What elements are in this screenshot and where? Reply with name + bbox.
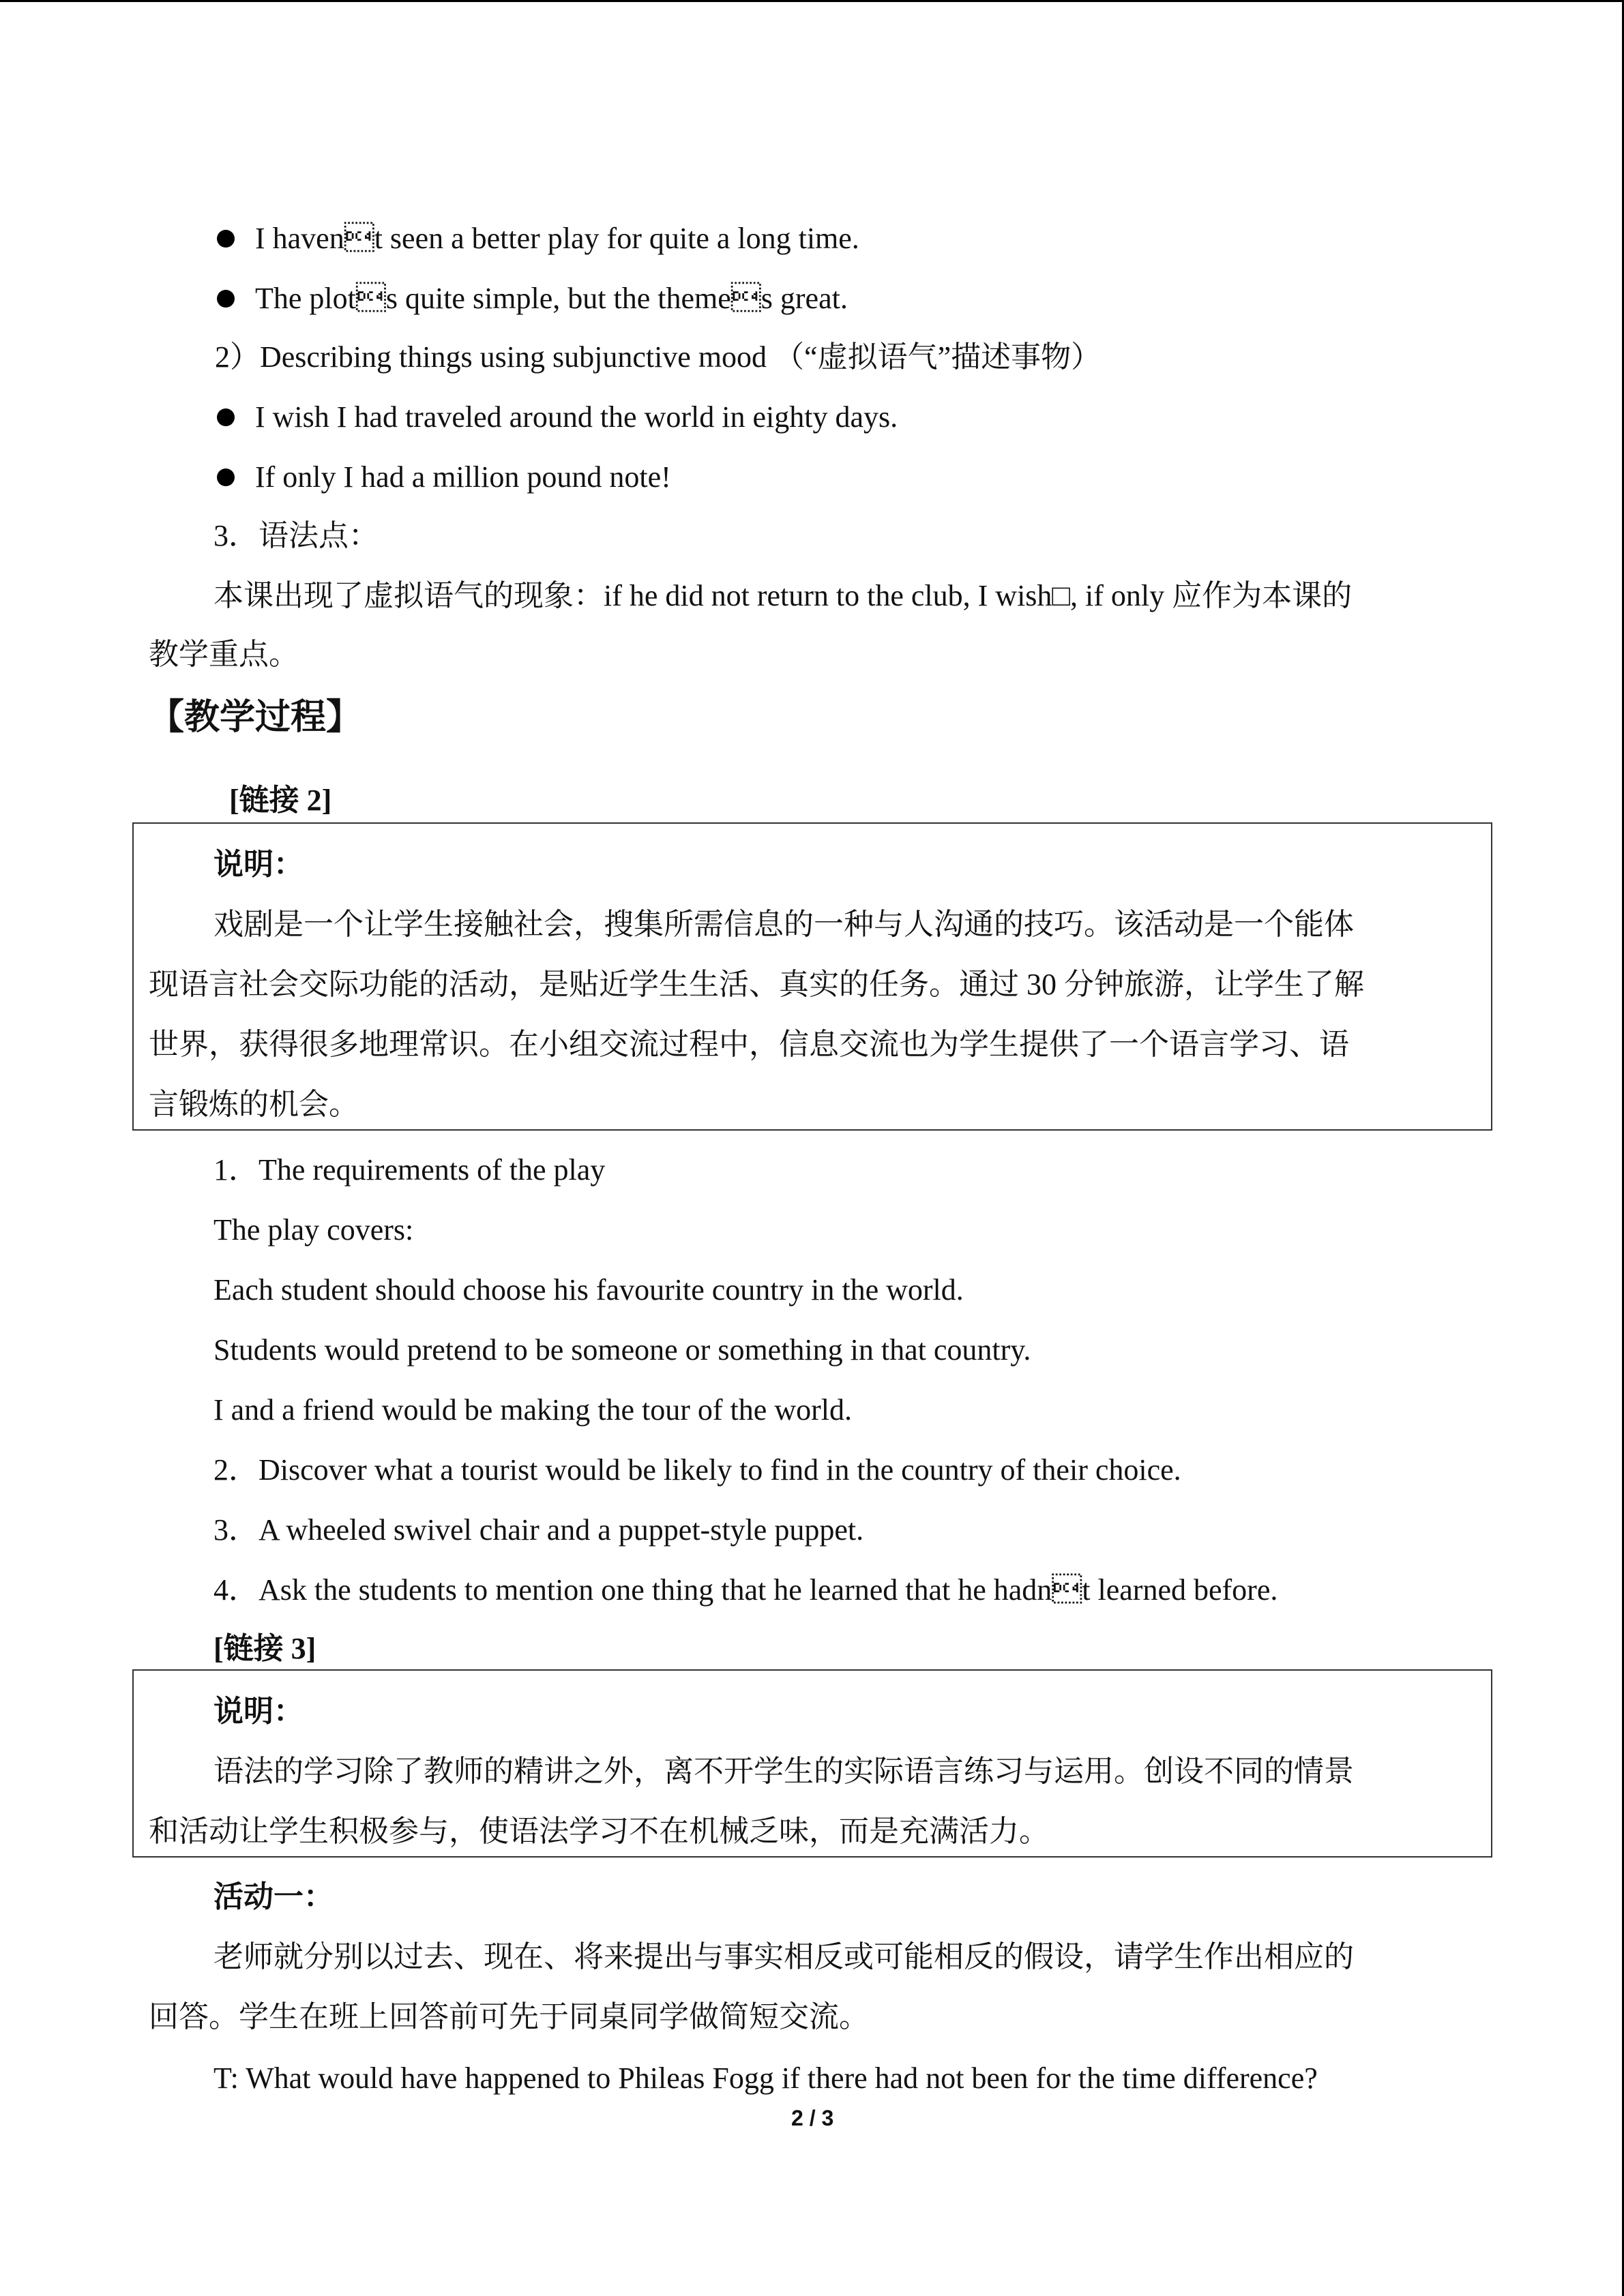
play-line: 3．A wheeled swivel chair and a puppet-style puppet. [213, 1513, 864, 1547]
bullet-icon [217, 290, 235, 308]
bullet-icon [217, 230, 235, 248]
activity-line: 老师就分别以过去、现在、将来提出与事实相反或可能相反的假设，请学生作出相应的 [213, 1940, 1354, 1973]
grammar-point-text: 教学重点。 [149, 638, 299, 671]
page-number: 2 / 3 [791, 2106, 834, 2130]
activity-line: 回答。学生在班上回答前可先于同桌同学做简短交流。 [149, 2000, 869, 2033]
section-title: 【教学过程】 [149, 698, 362, 737]
play-line: 4．Ask the students to mention one thing that he learned that he hadnt learned before. [213, 1573, 1278, 1607]
note-line: 言锻炼的机会。 [149, 1088, 359, 1121]
subjunctive-heading: 2）Describing things using subjunctive mood （“虚拟语气”描述事物） [215, 340, 1102, 374]
play-line: I and a friend would be making the tour of the world. [213, 1393, 852, 1427]
bullet-item: The plots quite simple, but the themes great. [217, 278, 848, 319]
bullet-icon [217, 468, 235, 486]
page-top-border [0, 0, 1624, 2]
play-line: Students would pretend to be someone or something in that country. [213, 1333, 1031, 1367]
play-line: 1．The requirements of the play [213, 1153, 606, 1187]
link2-label: [链接 2] [229, 784, 332, 817]
bullet-item: I havent seen a better play for quite a long time. [217, 218, 859, 259]
note-line: 世界，获得很多地理常识。在小组交流过程中，信息交流也为学生提供了一个语言学习、语 [149, 1028, 1349, 1061]
note-label: 说明： [213, 1695, 304, 1728]
bullet-item: If only I had a million pound note! [217, 457, 671, 498]
note-line: 语法的学习除了教师的精讲之外，离不开学生的实际语言练习与运用。创设不同的情景 [213, 1755, 1354, 1788]
grammar-point-label: 3．语法点： [213, 519, 379, 552]
activity-label: 活动一： [213, 1880, 334, 1913]
grammar-point-text: 本课出现了虚拟语气的现象：if he did not return to the club, I wish□, if only 应作为本课的 [213, 579, 1353, 612]
link3-label: [链接 3] [213, 1632, 316, 1665]
note-line: 戏剧是一个让学生接触社会，搜集所需信息的一种与人沟通的技巧。该活动是一个能体 [213, 908, 1354, 941]
bullet-icon [217, 408, 235, 426]
play-line: The play covers: [213, 1213, 414, 1247]
play-line: Each student should choose his favourite country in the world. [213, 1273, 964, 1307]
activity-question: T: What would have happened to Phileas Fogg if there had not been for the time difference? [213, 2061, 1318, 2095]
note-line: 现语言社会交际功能的活动，是贴近学生生活、真实的任务。通过 30 分钟旅游，让学生了解 [149, 968, 1364, 1001]
bullet-item: I wish I had traveled around the world in eighty days. [217, 397, 898, 438]
note-line: 和活动让学生积极参与，使语法学习不在机械乏味，而是充满活力。 [149, 1815, 1049, 1848]
play-line: 2．Discover what a tourist would be likely to find in the country of their choice. [213, 1453, 1181, 1487]
note-label: 说明： [213, 848, 304, 881]
